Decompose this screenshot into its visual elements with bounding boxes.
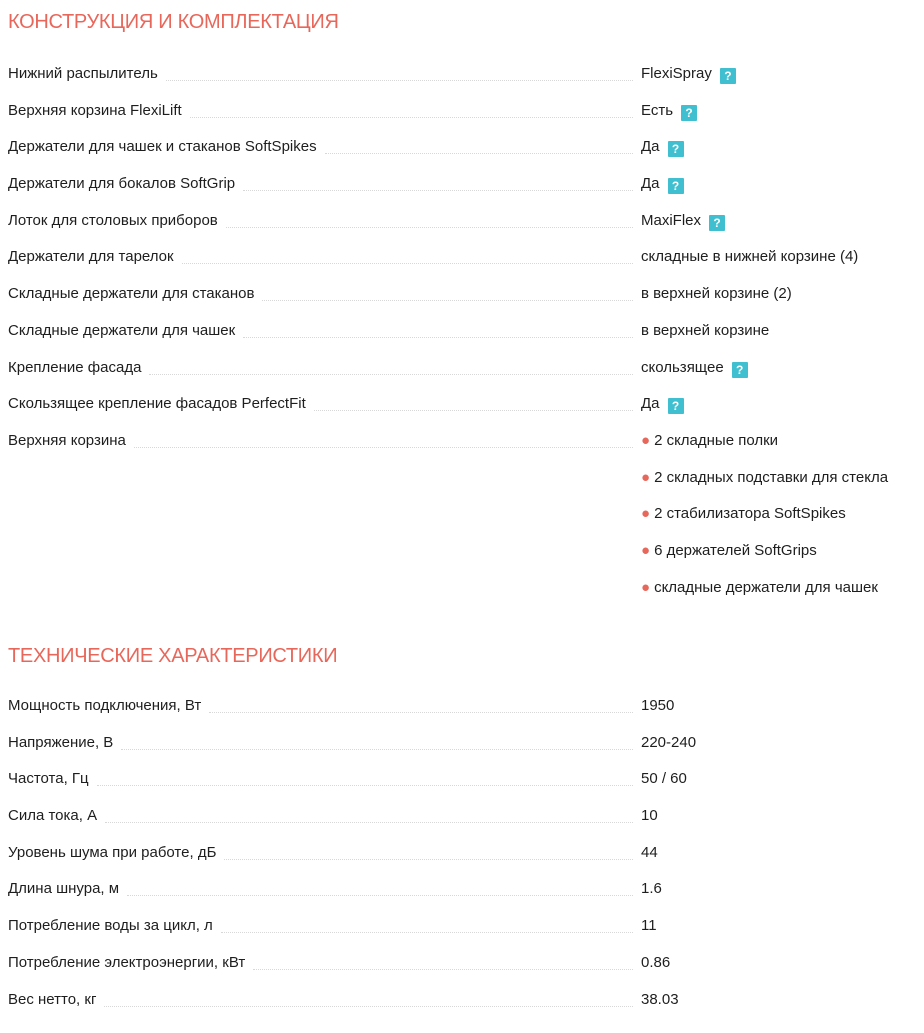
- spec-value: MaxiFlex: [641, 211, 702, 229]
- spec-label: Напряжение, В: [8, 733, 114, 751]
- technical-section-title: ТЕХНИЧЕСКИЕ ХАРАКТЕРИСТИКИ: [8, 645, 338, 667]
- spec-label: Длина шнура, м: [8, 880, 120, 898]
- dotted-leader: [325, 152, 633, 154]
- spec-row-water-consumption: [8, 908, 918, 945]
- dotted-leader: [243, 189, 633, 191]
- spec-label: Скользящее крепление фасадов PerfectFit: [8, 395, 306, 413]
- spec-value: Есть: [641, 101, 674, 119]
- list-item: ● 2 складных подставки для стекла: [641, 468, 889, 486]
- help-icon[interactable]: ?: [668, 141, 684, 157]
- spec-label: Потребление воды за цикл, л: [8, 917, 213, 935]
- dotted-leader: [104, 1005, 633, 1007]
- spec-value: 1.6: [641, 880, 662, 898]
- spec-row-lower-spray-arm: [8, 56, 918, 93]
- spec-row-frequency: [8, 761, 918, 798]
- spec-label: Частота, Гц: [8, 770, 89, 788]
- spec-value: 50 / 60: [641, 770, 687, 788]
- spec-row-energy-consumption: [8, 945, 918, 982]
- dotted-leader: [149, 373, 633, 375]
- spec-label: Крепление фасада: [8, 358, 142, 376]
- spec-label: Уровень шума при работе, дБ: [8, 843, 217, 861]
- spec-row-softspikes: [8, 129, 918, 166]
- spec-label: Складные держатели для чашек: [8, 321, 236, 339]
- dotted-leader: [121, 748, 633, 750]
- spec-value: Да: [641, 175, 660, 193]
- spec-row-flexilift-basket: [8, 93, 918, 130]
- spec-row-current: [8, 798, 918, 835]
- spec-value: скользящее: [641, 358, 724, 376]
- bullet-icon: ●: [641, 505, 651, 523]
- dotted-leader: [226, 226, 633, 228]
- dotted-leader: [127, 894, 633, 896]
- spec-label: Лоток для столовых приборов: [8, 211, 218, 229]
- spec-row-perfectfit: [8, 386, 918, 423]
- spec-value: Да: [641, 395, 660, 413]
- bullet-icon: ●: [641, 578, 651, 596]
- spec-label: Сила тока, А: [8, 807, 98, 825]
- spec-label: Держатели для тарелок: [8, 248, 174, 266]
- spec-value: 11: [641, 917, 657, 935]
- dotted-leader: [243, 336, 633, 338]
- spec-value: в верхней корзине: [641, 321, 770, 339]
- spec-row-cord-length: [8, 871, 918, 908]
- dotted-leader: [209, 711, 633, 713]
- bullet-icon: ●: [641, 431, 651, 449]
- spec-row-door-mounting: [8, 350, 918, 387]
- dotted-leader: [253, 968, 633, 970]
- help-icon[interactable]: ?: [732, 362, 748, 378]
- list-item: ● 2 складные полки: [641, 431, 779, 449]
- spec-row-cutlery-tray: [8, 203, 918, 240]
- spec-row-noise: [8, 835, 918, 872]
- spec-value: 0.86: [641, 953, 671, 971]
- dotted-leader: [221, 931, 633, 933]
- spec-label: Держатели для бокалов SoftGrip: [8, 175, 236, 193]
- dotted-leader: [182, 262, 633, 264]
- spec-row-softgrip: [8, 166, 918, 203]
- spec-row-power: [8, 688, 918, 725]
- help-icon[interactable]: ?: [681, 105, 697, 121]
- spec-value: 220-240: [641, 733, 697, 751]
- construction-section-title: КОНСТРУКЦИЯ И КОМПЛЕКТАЦИЯ: [8, 11, 339, 33]
- list-item: ● складные держатели для чашек: [641, 578, 878, 596]
- spec-value: 38.03: [641, 990, 679, 1008]
- spec-label: Мощность подключения, Вт: [8, 697, 202, 714]
- bullet-icon: ●: [641, 541, 651, 559]
- dotted-leader: [262, 299, 633, 301]
- dotted-leader: [190, 116, 633, 118]
- help-icon[interactable]: ?: [720, 68, 736, 84]
- dotted-leader: [166, 79, 633, 81]
- spec-row-plate-holders: [8, 239, 918, 276]
- spec-label: Держатели для чашек и стаканов SoftSpikes: [8, 138, 317, 156]
- help-icon[interactable]: ?: [668, 398, 684, 414]
- upper-basket-feature-list: [633, 423, 888, 606]
- spec-label: Нижний распылитель: [8, 65, 158, 82]
- help-icon[interactable]: ?: [709, 215, 725, 231]
- spec-label: Верхняя корзина FlexiLift: [8, 101, 182, 119]
- spec-value: Да: [641, 138, 660, 156]
- list-item: ● 6 держателей SoftGrips: [641, 541, 817, 559]
- spec-label: Потребление электроэнергии, кВт: [8, 953, 246, 971]
- spec-row-net-weight: [8, 982, 918, 1019]
- spec-value: складные в нижней корзине (4): [641, 248, 859, 266]
- bullet-icon: ●: [641, 468, 651, 486]
- spec-row-voltage: [8, 725, 918, 762]
- help-icon[interactable]: ?: [668, 178, 684, 194]
- dotted-leader: [314, 409, 633, 411]
- dotted-leader: [97, 784, 633, 786]
- spec-row-upper-basket: [8, 423, 918, 606]
- list-item: ● 2 стабилизатора SoftSpikes: [641, 505, 846, 523]
- spec-row-glass-holders: [8, 276, 918, 313]
- spec-label: Складные держатели для стаканов: [8, 285, 255, 303]
- spec-value: 1950: [641, 697, 675, 714]
- spec-label: Вес нетто, кг: [8, 990, 97, 1008]
- dotted-leader: [224, 858, 633, 860]
- dotted-leader: [105, 821, 633, 823]
- spec-value: FlexiSpray: [641, 65, 712, 82]
- spec-value: 44: [641, 843, 658, 861]
- spec-row-cup-holders: [8, 313, 918, 350]
- dotted-leader: [134, 446, 633, 448]
- spec-label: Верхняя корзина: [8, 431, 126, 449]
- technical-spec-list: [8, 688, 918, 1018]
- spec-value: в верхней корзине (2): [641, 285, 792, 303]
- spec-value: 10: [641, 807, 658, 825]
- construction-spec-list: [8, 56, 918, 606]
